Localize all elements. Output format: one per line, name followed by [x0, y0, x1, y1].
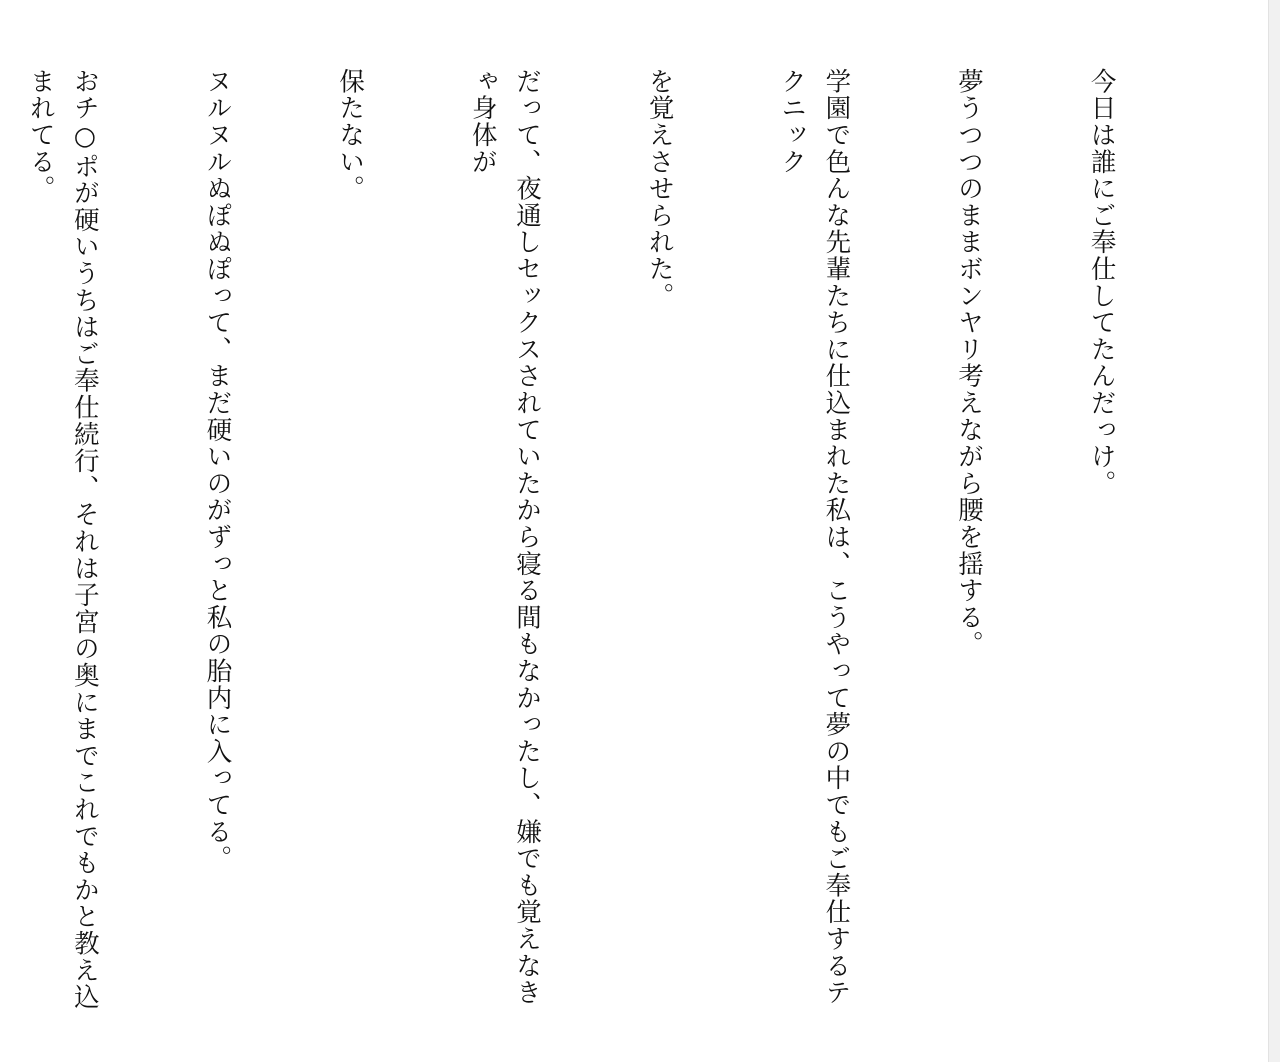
text-line: を覚えさせられた。 — [644, 68, 675, 310]
page-edge-scroll-area[interactable] — [1268, 0, 1280, 1062]
vertical-text-body — [25, 68, 1212, 1028]
text-line: 保たない。 — [335, 68, 366, 202]
text-line: ヌルヌルぬぽぬぽって、まだ硬いのがずっと私の胎内に入ってる。 — [202, 68, 233, 872]
text-line: 今日は誰にご奉仕してたんだっけ。 — [1086, 68, 1117, 497]
text-line: おチ○ポが硬いうちはご奉仕続行、それは子宮の奥にまでこれでもかと教え込まれてる。 — [25, 68, 100, 1011]
text-line: 学園で色んな先輩たちに仕込まれた私は、こうやって夢の中でもご奉仕するテクニック — [777, 68, 852, 1006]
text-line: だって、夜通しセックスされていたから寝る間もなかったし、嫌でも覚えなきゃ身体が — [467, 68, 542, 1006]
text-line: 夢うつつのままボンヤリ考えながら腰を揺する。 — [953, 68, 984, 658]
